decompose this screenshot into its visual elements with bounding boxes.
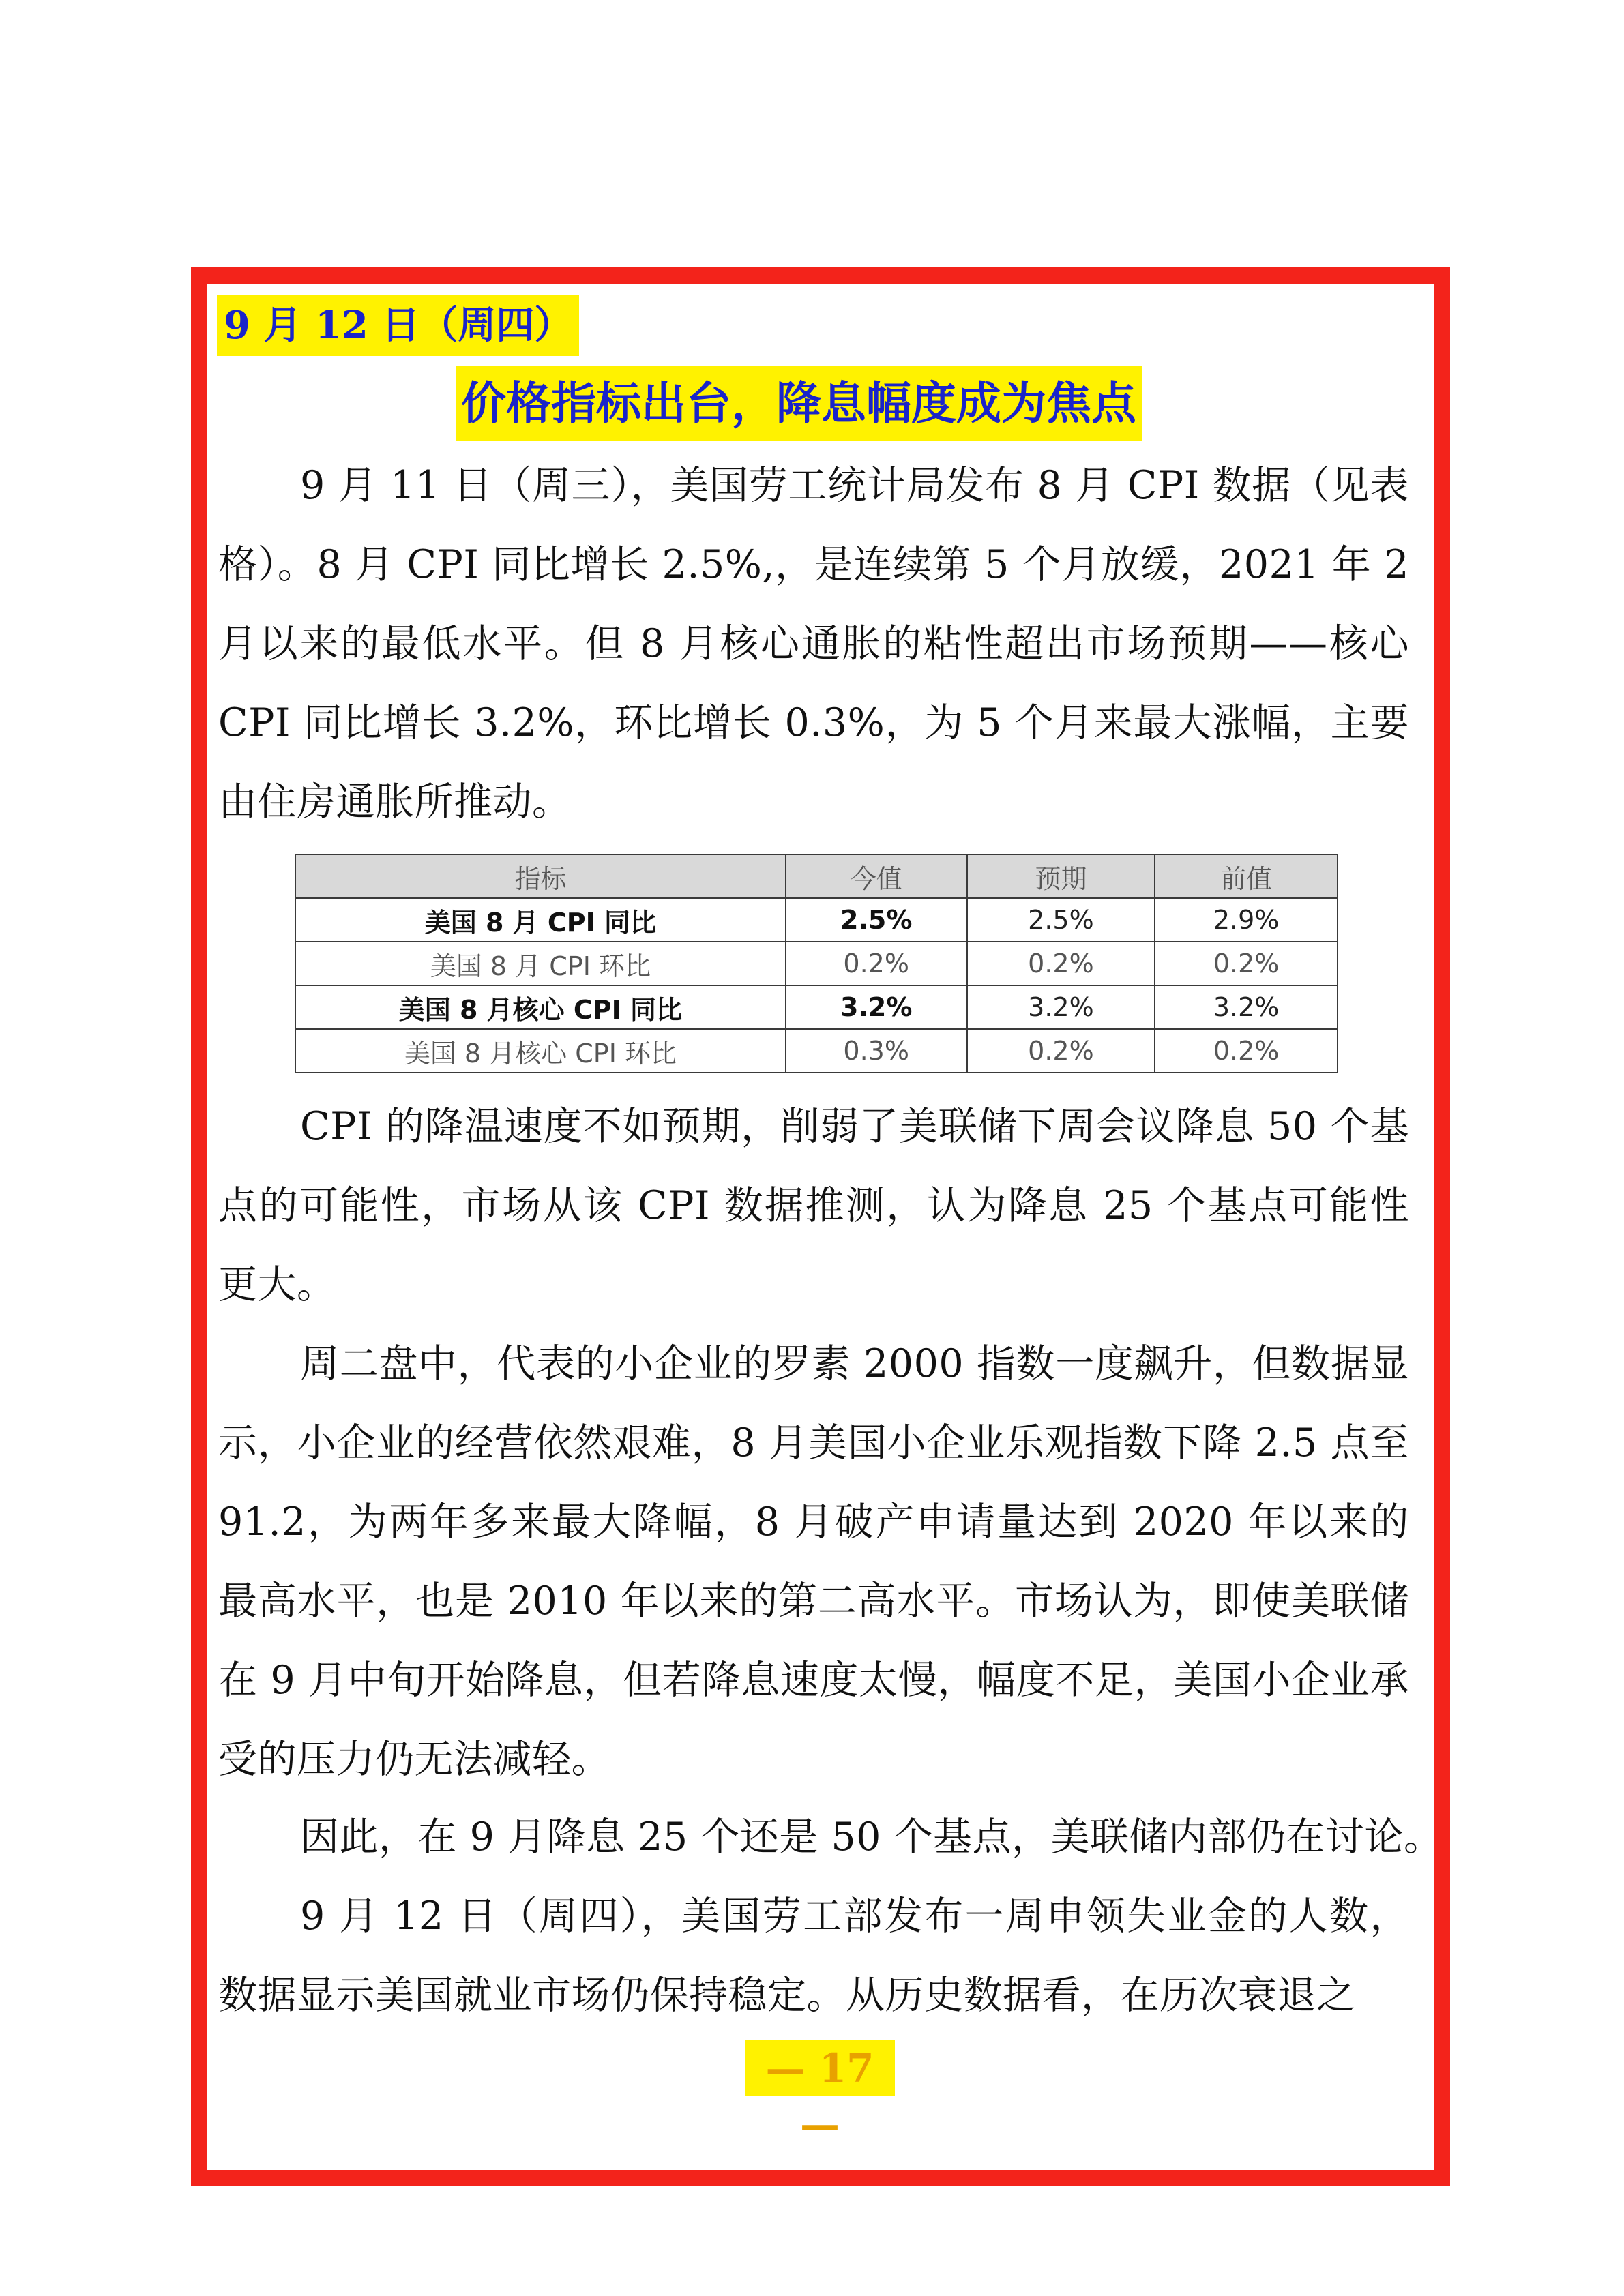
indicator-cell: 美国 8 月核心 CPI 环比 <box>295 1029 786 1073</box>
page-number: — 17 — <box>745 2040 895 2096</box>
previous-cell: 0.2% <box>1155 1029 1338 1073</box>
paragraph-jobless-claims: 9 月 12 日（周四），美国劳工部发布一周申领失业金的人数，数据显示美国就业市场仍保持稳定。从历史数据看，在历次衰退之 <box>218 1894 1409 2018</box>
date-tag: 9 月 12 日（周四） <box>217 295 579 356</box>
indicator-cell: 美国 8 月 CPI 同比 <box>295 898 786 942</box>
forecast-cell: 0.2% <box>967 1029 1155 1073</box>
cpi-data-table <box>295 854 1338 1073</box>
actual-cell: 3.2% <box>786 985 967 1029</box>
paragraph-fed-debate: 因此，在 9 月降息 25 个还是 50 个基点，美联储内部仍在讨论。 <box>300 1815 1443 1860</box>
previous-cell: 3.2% <box>1155 985 1338 1029</box>
table-row <box>295 985 1338 1029</box>
paragraph-small-business: 周二盘中，代表的小企业的罗素 2000 指数一度飙升，但数据显示，小企业的经营依然艰难，8 月美国小企业乐观指数下降 2.5 点至 91.2，为两年多来最大降幅，8 月破产申请量达到 2020 年以来的最高水平，也是 2010 年以来的第二高水平。市场认为，即使美联储在 9 月中旬开始降息，但若降息速度太慢，幅度不足，美国小企业承受的压力仍无法减轻。 <box>218 1341 1409 1782</box>
table-row <box>295 942 1338 985</box>
paragraph-rate-cut-odds: CPI 的降温速度不如预期，削弱了美联储下周会议降息 50 个基点的可能性，市场从该 CPI 数据推测，认为降息 25 个基点可能性更大。 <box>218 1104 1409 1307</box>
previous-cell: 2.9% <box>1155 898 1338 942</box>
header-previous: 前值 <box>1155 854 1338 898</box>
forecast-cell: 0.2% <box>967 942 1155 985</box>
actual-cell: 2.5% <box>786 898 967 942</box>
actual-cell: 0.2% <box>786 942 967 985</box>
header-actual: 今值 <box>786 854 967 898</box>
previous-cell: 0.2% <box>1155 942 1338 985</box>
forecast-cell: 3.2% <box>967 985 1155 1029</box>
header-indicator: 指标 <box>295 854 786 898</box>
forecast-cell: 2.5% <box>967 898 1155 942</box>
indicator-cell: 美国 8 月 CPI 环比 <box>295 942 786 985</box>
table-row <box>295 898 1338 942</box>
actual-cell: 0.3% <box>786 1029 967 1073</box>
indicator-cell: 美国 8 月核心 CPI 同比 <box>295 985 786 1029</box>
paragraph-cpi-release: 9 月 11 日（周三），美国劳工统计局发布 8 月 CPI 数据（见表格）。8 月 CPI 同比增长 2.5%,，是连续第 5 个月放缓，2021 年 2 月以来的最低水平。但 8 月核心通胀的粘性超出市场预期——核心 CPI 同比增长 3.2%，环比增长 0.3%，为 5 个月来最大涨幅，主要由住房通胀所推动。 <box>218 463 1409 824</box>
table-header-row <box>295 854 1338 898</box>
article-headline: 价格指标出台，降息幅度成为焦点 <box>456 366 1142 441</box>
table-row <box>295 1029 1338 1073</box>
header-forecast: 预期 <box>967 854 1155 898</box>
